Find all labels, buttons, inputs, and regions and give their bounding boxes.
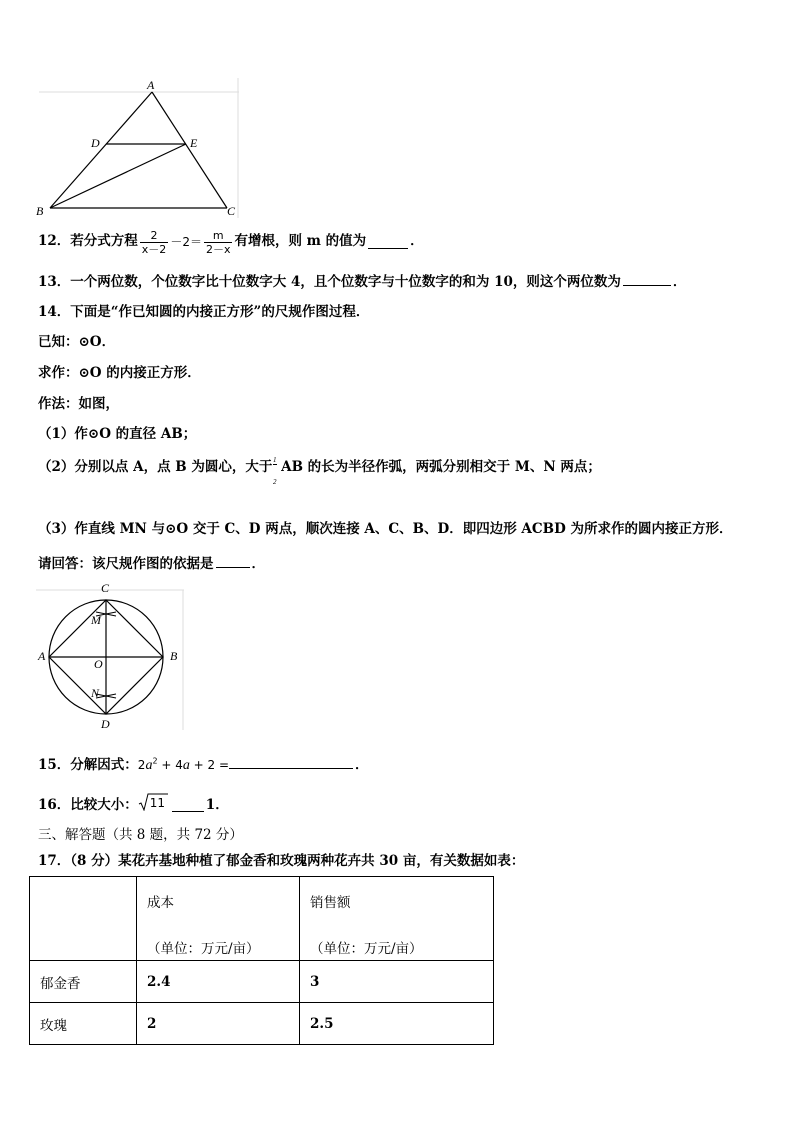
q14-step2-frac [273, 457, 277, 486]
circle-figure [36, 580, 186, 732]
label-c: C [101, 581, 110, 595]
question-16 [38, 796, 229, 812]
q12-frac2-den: 2－x [205, 242, 231, 256]
q15-rest-var: a [182, 758, 190, 773]
q14-step1: （1）作⊙O 的直径 AB； [38, 426, 197, 442]
q14-step2 [38, 456, 601, 486]
header-cost-line1: 成本 [147, 895, 174, 911]
q14-given: 已知：⊙O． [38, 334, 116, 350]
q14-ask-text: 请回答：该尺规作图的依据是 [38, 556, 214, 572]
table-row [30, 1003, 494, 1045]
circle-drawing [36, 580, 186, 732]
q12-end: ． [410, 233, 424, 250]
q14-step3: （3）作直线 MN 与⊙O 交于 C、D 两点，顺次连接 A、C、B、D．即四边形 ACBD 为所求作的圆内接正方形． [38, 521, 733, 537]
row-name: 郁金香 [30, 961, 137, 1003]
q16-radicand: 11 [149, 796, 166, 810]
label-d: D [91, 136, 100, 150]
q14-answer-blank [216, 555, 250, 568]
q15-coef: 2 [137, 758, 146, 772]
q12-suffix: 有增根，则 m 的值为 [234, 233, 367, 250]
label-a: A [38, 649, 46, 663]
q14-step2-b: AB 的长为半径作弧，两弧分别相交于 M、N 两点； [281, 459, 601, 475]
section-3-title: 三、解答题（共 8 题，共 72 分） [38, 827, 243, 843]
row-cost: 2 [137, 1003, 300, 1045]
q15-rest-b: + 2 = [189, 758, 230, 772]
data-table [29, 876, 494, 1045]
q16-prefix: 16．比较大小： [38, 796, 138, 813]
sqrt-symbol-icon [138, 796, 168, 812]
q12-frac2-num: m [204, 230, 233, 243]
label-n: N [91, 686, 100, 700]
q14-ask-end: ． [251, 556, 265, 572]
q12-answer-blank [368, 236, 408, 249]
question-12 [38, 226, 424, 258]
label-c: C [227, 204, 236, 218]
q16-answer-blank [172, 799, 204, 812]
question-13 [38, 273, 686, 290]
q12-fraction-2 [204, 230, 233, 255]
q13-end: ． [672, 274, 687, 290]
q15-answer-blank [229, 756, 353, 769]
q12-prefix: 12．若分式方程 [38, 233, 138, 250]
label-o: O [94, 657, 103, 671]
row-sales: 2.5 [300, 1003, 494, 1045]
q14-method: 作法：如图， [38, 396, 119, 412]
q14-seek: 求作：⊙O 的内接正方形． [38, 365, 201, 381]
label-m: M [91, 613, 101, 627]
q15-prefix: 15．分解因式： [38, 757, 138, 773]
label-a: A [147, 78, 155, 92]
q12-fraction-1 [140, 230, 169, 255]
q12-frac1-num: 2 [140, 230, 169, 243]
table-corner-cell [30, 877, 137, 961]
q12-middle: －2＝ [170, 235, 202, 249]
q16-end: 1． [205, 796, 229, 813]
header-sales-line1: 销售额 [310, 895, 351, 911]
q15-var: a [145, 758, 153, 773]
q17-text: 17．（8 分）某花卉基地种植了郁金香和玫瑰两种花卉共 30 亩，有关数据如表： [38, 853, 525, 869]
q13-text: 13．一个两位数，个位数字比十位数字大 4，且个位数字与十位数字的和为 10，则这个两位数为 [38, 274, 621, 290]
q14-step2-frac-den: 2 [273, 478, 277, 486]
header-sales-line2: （单位：万元/亩） [310, 941, 423, 957]
label-b: B [36, 204, 44, 218]
q15-end: ． [355, 757, 369, 773]
table-header-sales [300, 877, 494, 961]
label-b: B [170, 649, 178, 663]
row-sales: 3 [300, 961, 494, 1003]
table-header-row [30, 877, 494, 961]
q14-ask [38, 555, 265, 572]
label-e: E [190, 136, 198, 150]
q15-exp: 2 [152, 756, 158, 766]
q14-title: 14．下面是“作已知圆的内接正方形”的尺规作图过程． [38, 304, 370, 320]
triangle-drawing [34, 78, 244, 220]
table-header-cost [137, 877, 300, 961]
question-15 [38, 756, 369, 773]
row-name: 玫瑰 [30, 1003, 137, 1045]
q15-rest-a: + 4 [157, 758, 183, 772]
label-d: D [101, 717, 110, 731]
table-row [30, 961, 494, 1003]
q12-frac1-den: x－2 [141, 242, 167, 256]
q14-step2-frac-num: 1 [273, 456, 277, 464]
q13-answer-blank [623, 273, 671, 286]
triangle-figure [34, 78, 244, 220]
row-cost: 2.4 [137, 961, 300, 1003]
q14-step2-a: （2）分别以点 A，点 B 为圆心，大于 [38, 459, 273, 475]
header-cost-line2: （单位：万元/亩） [147, 941, 260, 957]
